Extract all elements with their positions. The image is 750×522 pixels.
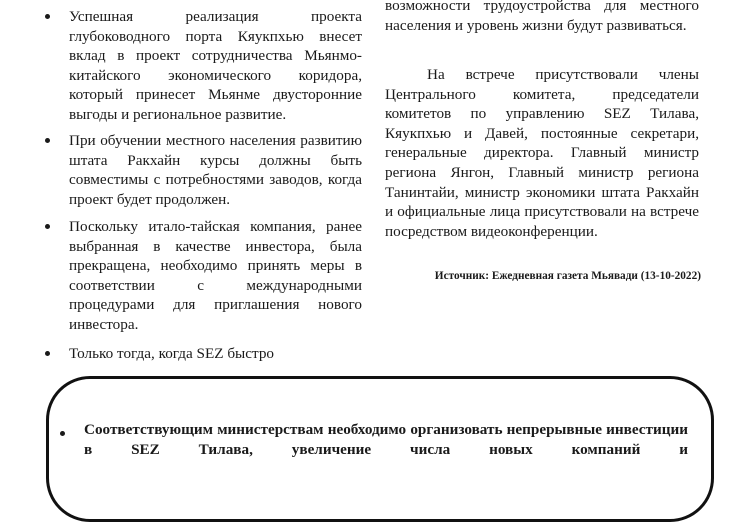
bullet-text: Успешная реализация проекта глубоководного порта Кяукпхью внесет вклад в проект сотрудничества Мьянмо-китайского экономического коридора, который принесет Мьянме двусторонние выгоды и региональное развитие.	[69, 8, 362, 123]
bullet-text: Поскольку итало-тайская компания, ранее выбранная в качестве инвестора, была прекращена, необходимо принять меры в соответствии с международными процедурами для приглашения нового инвестора.	[69, 218, 362, 333]
continuation-text: возможности трудоустройства для местного населения и уровень жизни будут развиваться.	[385, 0, 699, 34]
bullet-icon	[45, 224, 50, 229]
bullet-icon	[45, 351, 50, 356]
left-column	[0, 0, 380, 372]
bullet-text: При обучении местного населения развитию штата Ракхайн курсы должны быть совместимы с потребностями заводов, когда проект будет продолжен.	[69, 132, 362, 208]
bullet-icon	[45, 138, 50, 143]
box-bullet-text: Соответствующим министерствам необходимо организовать непрерывные инвестиции в SEZ Тилава, увеличение числа новых компаний и	[84, 421, 688, 458]
meeting-paragraph: На встрече присутствовали члены Центрального комитета, председатели комитетов по управлению SEZ Тилава, Кяукпхью и Давей, постоянные секретари, генеральные директора. Главный министр региона Янгон, Главный министр региона Танинтайи, министр экономики штата Ракхайн и официальные лица присутствовали на встрече посредством видеоконференции.	[385, 66, 699, 240]
right-column	[378, 0, 718, 300]
bullet-text: Только тогда, когда SEZ быстро	[69, 345, 275, 362]
bullet-icon	[45, 14, 50, 19]
bullet-icon	[60, 431, 65, 436]
source-citation: Источник: Ежедневная газета Мьявади (13-10-2022)	[434, 270, 701, 282]
